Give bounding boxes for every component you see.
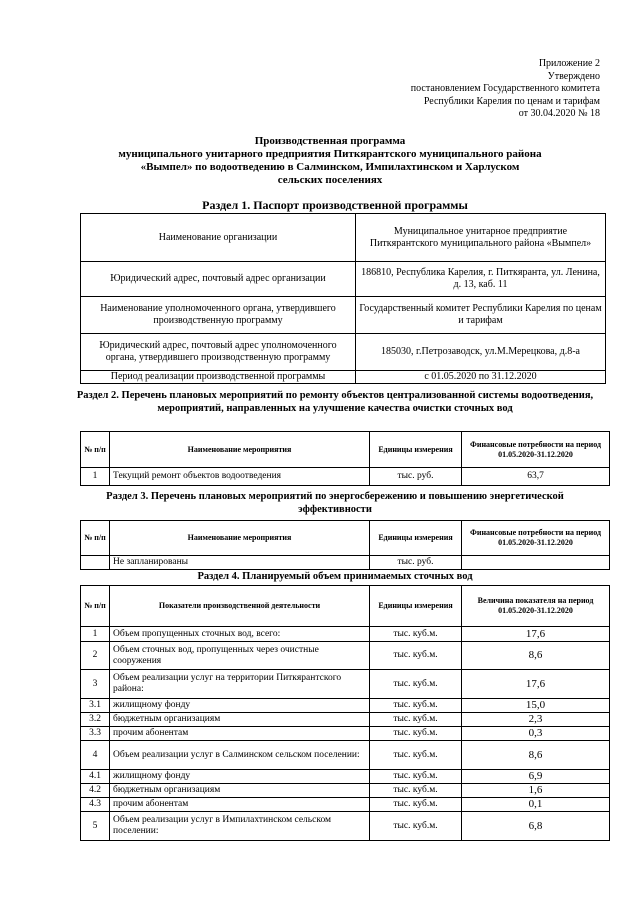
row-unit: тыс. куб.м.	[370, 784, 462, 798]
table-row	[81, 556, 610, 570]
approval-date: от 30.04.2020 № 18	[518, 108, 600, 120]
table-row	[81, 371, 606, 384]
table-row	[81, 297, 606, 334]
row-name: Объем реализации услуг на территории Питкярантского района:	[110, 670, 370, 699]
table-row	[81, 727, 610, 741]
passport-value: 185030, г.Петрозаводск, ул.М.Мерецкова, д.8-а	[356, 334, 606, 371]
passport-table	[80, 213, 606, 384]
row-value: 0,1	[462, 798, 610, 812]
row-num: 4	[81, 741, 110, 770]
section2-heading: Раздел 2. Перечень плановых мероприятий по ремонту объектов централизованной системы водоотведения, мероприятий, направленных на улучшение качества очистки сточных вод	[76, 390, 594, 414]
row-name: Объем реализации услуг в Салминском сельском поселении:	[110, 741, 370, 770]
row-unit: тыс. куб.м.	[370, 741, 462, 770]
col-header-value: Финансовые потребности на период 01.05.2020-31.12.2020	[462, 432, 610, 468]
approval-authority-line: постановлением Государственного комитета	[410, 83, 600, 95]
wastewater-volume-table	[80, 585, 610, 841]
row-unit: тыс. руб.	[370, 556, 462, 570]
passport-label: Юридический адрес, почтовый адрес организации	[81, 262, 356, 297]
approved-label: Утверждено	[547, 70, 600, 82]
energy-measures-table	[80, 520, 610, 570]
row-name: жилищному фонду	[110, 770, 370, 784]
approval-block	[340, 58, 600, 121]
table-row	[81, 468, 610, 486]
col-header-num: № п/п	[81, 586, 110, 627]
passport-value: с 01.05.2020 по 31.12.2020	[356, 371, 606, 384]
section1-heading: Раздел 1. Паспорт производственной программы	[202, 198, 468, 212]
row-name: бюджетным организациям	[110, 784, 370, 798]
row-name: бюджетным организациям	[110, 713, 370, 727]
col-header-name: Наименование мероприятия	[110, 432, 370, 468]
col-header-num: № п/п	[81, 432, 110, 468]
row-value	[462, 556, 610, 570]
row-num: 4.3	[81, 798, 110, 812]
row-unit: тыс. куб.м.	[370, 627, 462, 642]
col-header-unit: Единицы измерения	[370, 432, 462, 468]
table-row	[81, 627, 610, 642]
row-unit: тыс. куб.м.	[370, 713, 462, 727]
row-num: 3.3	[81, 727, 110, 741]
row-name: Объем сточных вод, пропущенных через очистные сооружения	[110, 642, 370, 670]
row-unit: тыс. куб.м.	[370, 727, 462, 741]
col-header-unit: Единицы измерения	[370, 521, 462, 556]
row-name: прочим абонентам	[110, 798, 370, 812]
row-value: 1,6	[462, 784, 610, 798]
title-line: «Вымпел» по водоотведению в Салминском, Импилахтинском и Харлуском	[140, 161, 520, 173]
col-header-value: Величина показателя на период 01.05.2020-31.12.2020	[462, 586, 610, 627]
title-line: Производственная программа	[254, 135, 406, 147]
table-header-row	[81, 586, 610, 627]
table-row	[81, 214, 606, 262]
table-header-row	[81, 432, 610, 468]
row-num: 1	[81, 627, 110, 642]
row-num: 3.2	[81, 713, 110, 727]
row-num: 4.2	[81, 784, 110, 798]
row-value: 6,9	[462, 770, 610, 784]
row-unit: тыс. куб.м.	[370, 670, 462, 699]
row-name: Не запланированы	[110, 556, 370, 570]
passport-label: Юридический адрес, почтовый адрес уполномоченного органа, утвердившего производственную программу	[81, 334, 356, 371]
row-unit: тыс. куб.м.	[370, 642, 462, 670]
row-value: 0,3	[462, 727, 610, 741]
row-value: 8,6	[462, 741, 610, 770]
table-row	[81, 262, 606, 297]
row-value: 8,6	[462, 642, 610, 670]
row-num: 3.1	[81, 699, 110, 713]
row-name: Объем реализации услуг в Импилахтинском сельском поселении:	[110, 812, 370, 841]
row-num: 5	[81, 812, 110, 841]
passport-label: Наименование организации	[81, 214, 356, 262]
col-header-name: Показатели производственной деятельности	[110, 586, 370, 627]
row-value: 15,0	[462, 699, 610, 713]
title-line: муниципального унитарного предприятия Питкярантского муниципального района	[118, 148, 542, 160]
row-num: 3	[81, 670, 110, 699]
row-name: прочим абонентам	[110, 727, 370, 741]
table-row	[81, 699, 610, 713]
table-row	[81, 798, 610, 812]
passport-label: Период реализации производственной программы	[81, 371, 356, 384]
row-num: 2	[81, 642, 110, 670]
row-unit: тыс. куб.м.	[370, 699, 462, 713]
appendix-label: Приложение 2	[538, 58, 600, 69]
col-header-value: Финансовые потребности на период 01.05.2020-31.12.2020	[462, 521, 610, 556]
row-value: 6,8	[462, 812, 610, 841]
table-row	[81, 713, 610, 727]
row-num: 4.1	[81, 770, 110, 784]
row-num: 1	[81, 468, 110, 486]
section3-heading: Раздел 3. Перечень плановых мероприятий по энергосбережению и повышению энергетической эффективности	[106, 491, 564, 515]
row-num	[81, 556, 110, 570]
row-unit: тыс. руб.	[370, 468, 462, 486]
row-name: Текущий ремонт объектов водоотведения	[110, 468, 370, 486]
approval-authority-line: Республики Карелия по ценам и тарифам	[423, 95, 600, 107]
table-row	[81, 642, 610, 670]
row-unit: тыс. куб.м.	[370, 770, 462, 784]
col-header-num: № п/п	[81, 521, 110, 556]
row-unit: тыс. куб.м.	[370, 798, 462, 812]
table-row	[81, 741, 610, 770]
table-row	[81, 812, 610, 841]
passport-value: Государственный комитет Республики Карелия по ценам и тарифам	[356, 297, 606, 334]
table-row	[81, 784, 610, 798]
table-row	[81, 334, 606, 371]
document-title	[60, 135, 600, 187]
row-unit: тыс. куб.м.	[370, 812, 462, 841]
row-name: Объем пропущенных сточных вод, всего:	[110, 627, 370, 642]
row-value: 2,3	[462, 713, 610, 727]
repair-measures-table	[80, 431, 610, 486]
table-header-row	[81, 521, 610, 556]
col-header-unit: Единицы измерения	[370, 586, 462, 627]
row-value: 63,7	[462, 468, 610, 486]
table-row	[81, 670, 610, 699]
passport-label: Наименование уполномоченного органа, утвердившего производственную программу	[81, 297, 356, 334]
passport-value: Муниципальное унитарное предприятие Питкярантского муниципального района «Вымпел»	[356, 214, 606, 262]
row-value: 17,6	[462, 670, 610, 699]
row-value: 17,6	[462, 627, 610, 642]
passport-value: 186810, Республика Карелия, г. Питкяранта, ул. Ленина, д. 13, каб. 11	[356, 262, 606, 297]
col-header-name: Наименование мероприятия	[110, 521, 370, 556]
table-row	[81, 770, 610, 784]
row-name: жилищному фонду	[110, 699, 370, 713]
section4-heading: Раздел 4. Планируемый объем принимаемых сточных вод	[197, 571, 473, 582]
title-line: сельских поселениях	[277, 174, 383, 186]
